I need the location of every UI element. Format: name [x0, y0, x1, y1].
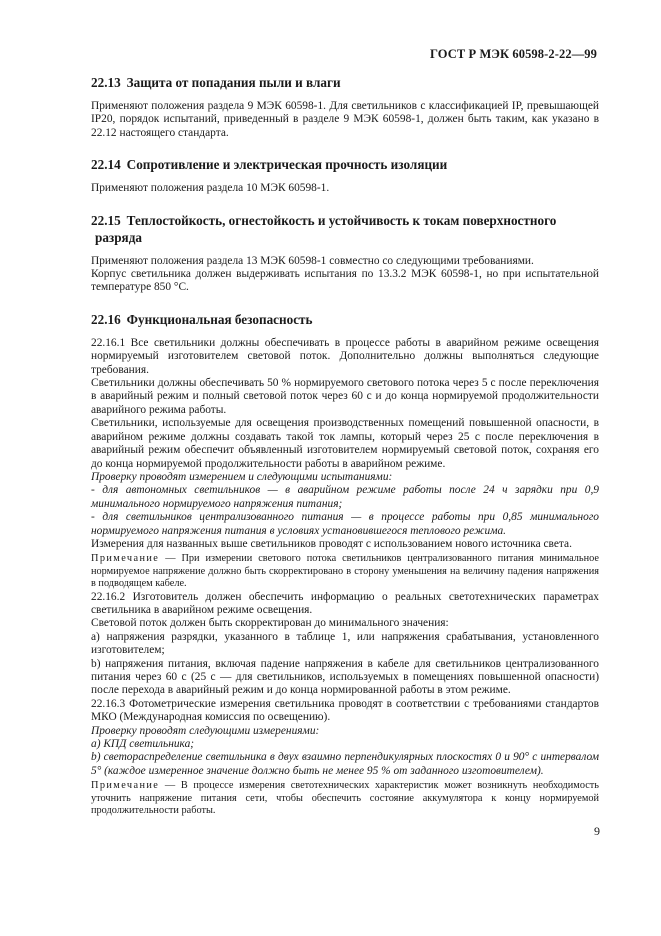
list-item: а) КПД светильника; — [91, 738, 195, 751]
clause-22-16-2: 22.16.2 Изготовитель должен обеспечить информацию о реальных светотехнических параметрах светильника в аварийном режиме освещения. — [91, 590, 599, 616]
section-22-14-body: Применяют положения раздела 10 МЭК 60598-1. — [91, 182, 330, 195]
section-22-15-p1: Применяют положения раздела 13 МЭК 60598-1 совместно со следующими требованиями. — [91, 254, 534, 267]
list-item: b) напряжения питания, включая падение напряжения в кабеле для светильников централизованного питания через 60 с (25 с — для светильников, используемых в помещениях повышенной опасности) после перехода в аварийный режим и до конца нормированной работы в этом режиме. — [91, 657, 599, 697]
section-number: 22.13 — [91, 75, 121, 90]
list-item: b) светораспределение светильника в двух взаимно перпендикулярных плоскостях 0 и 90° с интервалом 5° (каждое измеренное значение должно быть не менее 95 % от заданного изготовителем). — [91, 751, 599, 777]
section-22-14-heading — [91, 156, 599, 173]
section-22-13-heading — [91, 74, 599, 91]
section-title-continuation: разряда — [95, 229, 142, 245]
test-method-paragraph: Проверку проводят измерением и следующими испытаниями: — [91, 470, 393, 483]
paragraph: Измерения для названных выше светильников проводят с использованием нового источника света. — [91, 537, 572, 550]
note-text: — В процессе измерения светотехнических характеристик может возникнуть необходимость уточнить напряжение питания сети, чтобы обеспечить состояние аккумулятора к концу нормируемой продолжительности работы. — [91, 780, 599, 817]
section-22-15-heading — [91, 212, 599, 246]
list-item: а) напряжения разрядки, указанного в таблице 1, или напряжения срабатывания, установленного изготовителем; — [91, 630, 599, 657]
section-22-13-body: Применяют положения раздела 9 МЭК 60598-1. Для светильников с классификацией IP, превышающей IP20, порядок испытаний, приведенный в разделе 9 МЭК 60598-1, должен быть таким, как указано в 22.12 настоящего стандарта. — [91, 100, 599, 139]
section-22-16-heading — [91, 311, 599, 328]
section-title: Теплостойкость, огнестойкость и устойчивость к токам поверхностного — [126, 212, 557, 228]
test-method-paragraph: Проверку проводят следующими измерениями: — [91, 724, 320, 737]
clause-22-16-1: 22.16.1 Все светильники должны обеспечивать в процессе работы в аварийном режиме освещения нормируемый изготовителем световой поток. Дополнительно должны выполняться следующие требования. — [91, 336, 599, 376]
section-number: 22.15 — [91, 212, 121, 228]
note-text: — При измерении светового потока светильников централизованного питания минимальное нормируемое напряжение должно быть скорректировано в сторону уменьшения на величину падения напряжения в подводящем кабеле. — [91, 553, 599, 590]
paragraph: Светильники, используемые для освещения производственных помещений повышенной опасности, в аварийном режиме должны создавать такой ток лампы, который через 25 с после переключения в аварийный режим обеспечит объявленный изготовителем нормируемый световой поток, сохраняя его до конца нормируемой продолжительности работы в аварийном режиме. — [91, 417, 599, 470]
section-title: Сопротивление и электрическая прочность изоляции — [126, 157, 448, 173]
section-title: Функциональная безопасность — [126, 311, 313, 327]
paragraph: Световой поток должен быть скорректирован до минимального значения: — [91, 617, 449, 630]
clause-22-16-3: 22.16.3 Фотометрические измерения светильника проводят в соответствии с требованиями стандартов МКО (Международная комиссия по освещению). — [91, 697, 599, 724]
note-label: Примечание — [91, 780, 160, 792]
section-22-15-p2: Корпус светильника должен выдерживать испытания по 13.3.2 МЭК 60598-1, но при испытательной температуре 850 °С. — [91, 268, 599, 294]
paragraph: Светильники должны обеспечивать 50 % нормируемого светового потока через 5 с после переключения в аварийный режим и полный световой поток через 60 с и до конца нормируемой продолжительности аварийного режима работы. — [91, 377, 599, 416]
running-header: ГОСТ Р МЭК 60598-2-22—99 — [430, 47, 597, 61]
note-label: Примечание — [91, 553, 160, 565]
note — [91, 553, 599, 590]
section-number: 22.14 — [91, 157, 121, 173]
note — [91, 780, 599, 817]
test-method-item: - для светильников централизованного питания — в процессе работы при 0,85 минимального нормируемого напряжения питания в условиях установившегося теплового режима. — [91, 511, 599, 537]
section-number: 22.16 — [91, 311, 121, 327]
test-method-item: - для автономных светильников — в аварийном режиме работы после 24 ч зарядки при 0,9 минимального нормируемого напряжения питания; — [91, 484, 599, 510]
page-number: 9 — [594, 824, 600, 838]
page-content — [91, 74, 599, 817]
section-title: Защита от попадания пыли и влаги — [126, 75, 341, 90]
